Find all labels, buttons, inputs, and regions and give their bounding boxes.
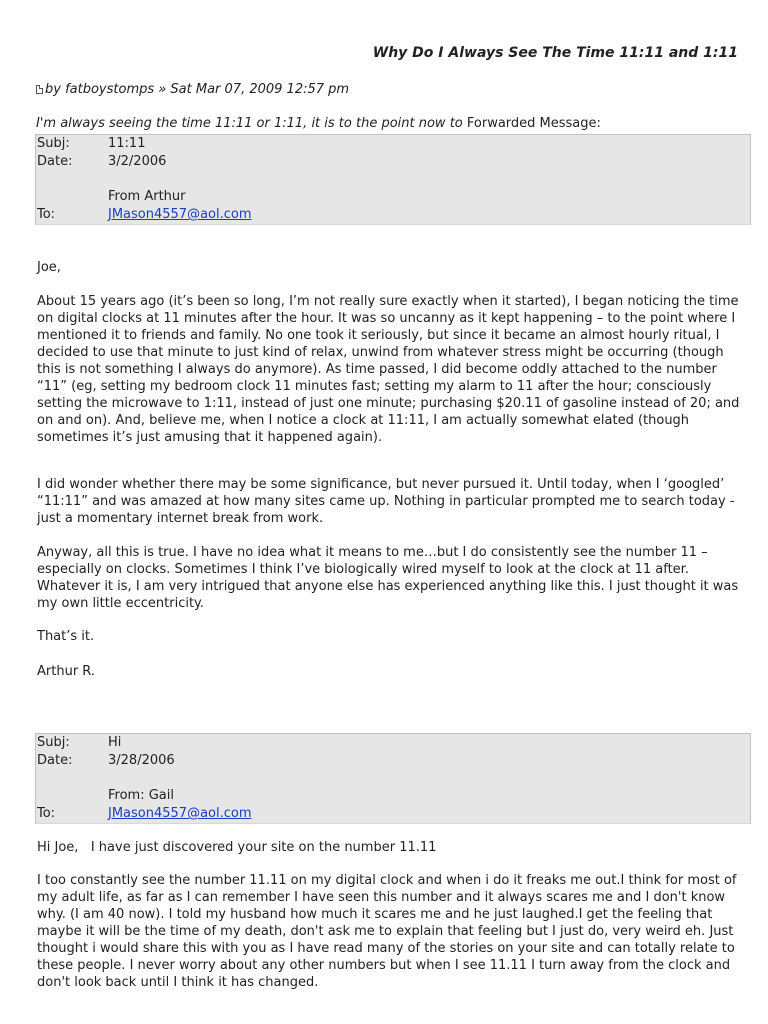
subj-label: Subj: xyxy=(37,735,70,750)
date-value: 3/2/2006 xyxy=(108,154,167,169)
to-email-link[interactable]: JMason4557@aol.com xyxy=(108,207,252,222)
message2-paragraph-1: I too constantly see the number 11.11 on my digital clock and when i do it freaks me out.I think for most of my adult life, as far as I can remember I have seen this number and it always scares me and I don't know why. (I am 40 now). I told my husband how much it scares me and he just laughed.I get the feeling that maybe it will be the time of my death, don't ask me to explain that feeling but I just do, very weird eh. Just thought i would share this with you as I have read many of the stories on your site and can totally relate to these people. I never worry about any other numbers but when I see 11.11 I turn away from the clock and don't look back until I think it has changed. xyxy=(37,873,737,990)
header-spacer xyxy=(36,770,750,787)
message1-salutation: Joe, xyxy=(37,260,61,275)
date-value: 3/28/2006 xyxy=(108,753,175,768)
message1-paragraph-3: Anyway, all this is true. I have no idea what it means to me…but I do consistently see the number 11 – especially on clocks. Sometimes I think I’ve biologically wired myself to look at the clock at 11 after. Whatever it is, I am very intrigued that anyone else has experienced anything like this. I just thought it was my own little eccentricity. xyxy=(37,545,739,611)
subj-label: Subj: xyxy=(37,136,70,151)
intro-forwarded: Forwarded Message: xyxy=(462,116,601,131)
date-label: Date: xyxy=(37,154,73,169)
to-email-link[interactable]: JMason4557@aol.com xyxy=(108,806,252,821)
from-value: From Arthur xyxy=(108,189,186,204)
to-label: To: xyxy=(37,207,56,222)
post-intro xyxy=(36,116,601,131)
message2-salutation: Hi Joe, I have just discovered your site on the number 11.11 xyxy=(37,840,437,855)
post-icon[interactable] xyxy=(36,85,43,94)
to-label: To: xyxy=(37,806,56,821)
subj-value: Hi xyxy=(108,735,122,750)
header-spacer xyxy=(36,171,750,188)
message1-paragraph-2: I did wonder whether there may be some significance, but never pursued it. Until today, when I ‘googled’ “11:11” and was amazed at how many sites came up. Nothing in particular prompted me to search today - just a momentary internet break from work. xyxy=(37,477,735,526)
subj-value: 11:11 xyxy=(108,136,146,151)
intro-italic: I'm always seeing the time 11:11 or 1:11, it is to the point now to xyxy=(36,116,463,131)
message1-paragraph-1: About 15 years ago (it’s been so long, I’m not really sure exactly when it started), I began noticing the time on digital clocks at 11 minutes after the hour. It was so uncanny as it kept happening – to the point where I mentioned it to friends and family. No one took it seriously, but since it became an almost hourly ritual, I decided to use that minute to just kind of relax, unwind from whatever stress might be occurring (though this is not something I always do anymore). As time passed, I did become oddly attached to the number “11” (eg, setting my bedroom clock 11 minutes fast; setting my alarm to 11 after the hour; consciously setting the microwave to 1:11, instead of just one minute; purchasing $20.11 of gasoline instead of 20; and on and on). And, believe me, when I notice a clock at 11:11, I am actually somewhat elated (though sometimes it’s just amusing that it happened again). xyxy=(37,294,740,445)
date-label: Date: xyxy=(37,753,73,768)
post-title: Why Do I Always See The Time 11:11 and 1:11 xyxy=(372,45,738,61)
message1-closing: That’s it. xyxy=(37,629,95,644)
message2-header xyxy=(35,733,751,824)
message1-header xyxy=(35,134,751,225)
post-byline xyxy=(36,82,349,97)
byline-text: by fatboystomps » Sat Mar 07, 2009 12:57 pm xyxy=(45,82,350,97)
from-value: From: Gail xyxy=(108,788,174,803)
message1-signature: Arthur R. xyxy=(37,664,95,679)
